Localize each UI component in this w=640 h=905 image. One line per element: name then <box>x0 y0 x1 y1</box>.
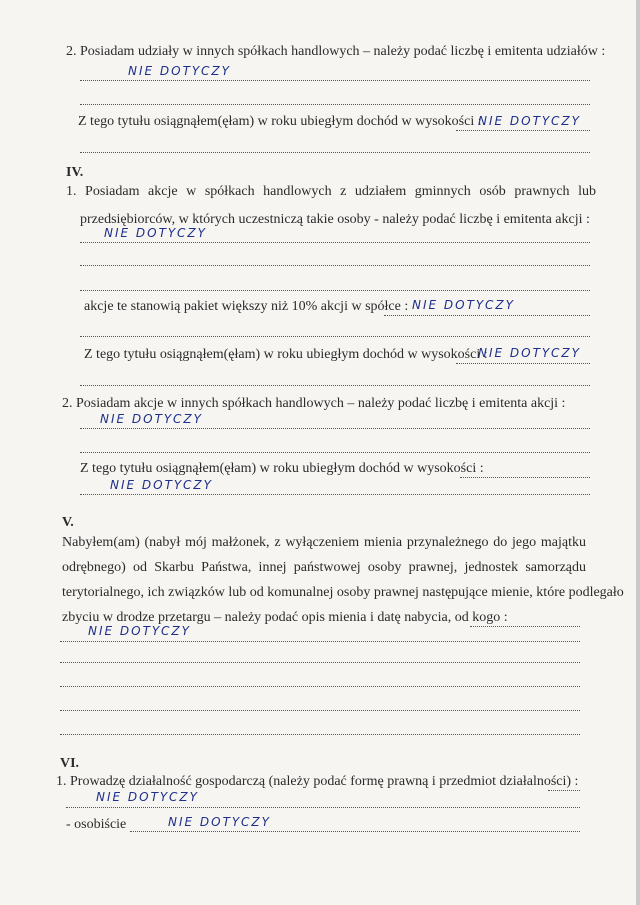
answer-line <box>130 831 580 832</box>
business-activity-text: 1. Prowadzę działalność gospodarczą (należy podać formę prawną i przedmiot działalności) : <box>56 774 579 789</box>
section-v-heading: V. <box>62 515 74 530</box>
handwritten-answer: NIE DOTYCZY <box>478 114 581 128</box>
page-edge <box>636 0 640 905</box>
shares-other-text: 2. Posiadam akcje w innych spółkach handlowych – należy podać liczbę i emitenta akcji : <box>62 396 566 411</box>
answer-line <box>80 242 590 243</box>
answer-line <box>60 686 580 687</box>
income-text: Z tego tytułu osiągnąłem(ęłam) w roku ubiegłym dochód w wysokości : <box>80 461 484 476</box>
shares-other-companies-text: 2. Posiadam udziały w innych spółkach handlowych – należy podać liczbę i emitenta udziałów : <box>66 44 606 59</box>
answer-line <box>60 734 580 735</box>
answer-line <box>456 363 590 364</box>
handwritten-answer: NIE DOTYCZY <box>478 346 581 360</box>
answer-line <box>80 452 590 453</box>
handwritten-answer: NIE DOTYCZY <box>168 815 271 829</box>
answer-line <box>60 710 580 711</box>
handwritten-answer: NIE DOTYCZY <box>88 624 191 638</box>
handwritten-answer: NIE DOTYCZY <box>412 298 515 312</box>
answer-line <box>470 626 580 627</box>
answer-line <box>80 494 590 495</box>
answer-line <box>460 477 590 478</box>
handwritten-answer: NIE DOTYCZY <box>104 226 207 240</box>
answer-line <box>80 265 590 266</box>
income-text: Z tego tytułu osiągnąłem(ęłam) w roku ubiegłym dochód w wysokości : <box>84 347 488 362</box>
answer-line <box>80 428 590 429</box>
answer-line <box>456 130 590 131</box>
acquisition-text-line1: Nabyłem(am) (nabył mój małżonek, z wyłączeniem mienia przynależnego do jego majątku <box>62 535 586 550</box>
answer-line <box>80 80 590 81</box>
handwritten-answer: NIE DOTYCZY <box>96 790 199 804</box>
handwritten-answer: NIE DOTYCZY <box>128 64 231 78</box>
section-iv-heading: IV. <box>66 165 84 180</box>
answer-line <box>60 662 580 663</box>
answer-line <box>80 385 590 386</box>
acquisition-text-line2: odrębnego) od Skarbu Państwa, innej państwowej osoby prawnej, jednostek samorządu <box>62 560 586 575</box>
answer-line <box>60 641 580 642</box>
answer-line <box>80 152 590 153</box>
packet-text: akcje te stanowią pakiet większy niż 10% akcji w spółce : <box>84 299 409 314</box>
acquisition-text-line4: zbyciu w drodze przetargu – należy podać opis mienia i datę nabycia, od kogo : <box>62 610 508 625</box>
answer-line <box>80 290 590 291</box>
handwritten-answer: NIE DOTYCZY <box>100 412 203 426</box>
answer-line <box>548 790 580 791</box>
acquisition-text-line3: terytorialnego, ich związków lub od komunalnej osoby prawnej następujące mienie, które podlegało <box>62 585 624 600</box>
personally-label: - osobiście <box>66 817 127 832</box>
answer-line <box>66 807 580 808</box>
answer-line <box>384 315 590 316</box>
handwritten-answer: NIE DOTYCZY <box>110 478 213 492</box>
income-text: Z tego tytułu osiągnąłem(ęłam) w roku ubiegłym dochód w wysokości : <box>78 114 482 129</box>
shares-municipal-text-line2: przedsiębiorców, w których uczestniczą takie osoby - należy podać liczbę i emitenta akcji : <box>80 212 590 227</box>
shares-municipal-text-line1: 1. Posiadam akcje w spółkach handlowych z udziałem gminnych osób prawnych lub <box>66 184 596 199</box>
section-vi-heading: VI. <box>60 756 80 771</box>
answer-line <box>80 336 590 337</box>
answer-line <box>80 104 590 105</box>
